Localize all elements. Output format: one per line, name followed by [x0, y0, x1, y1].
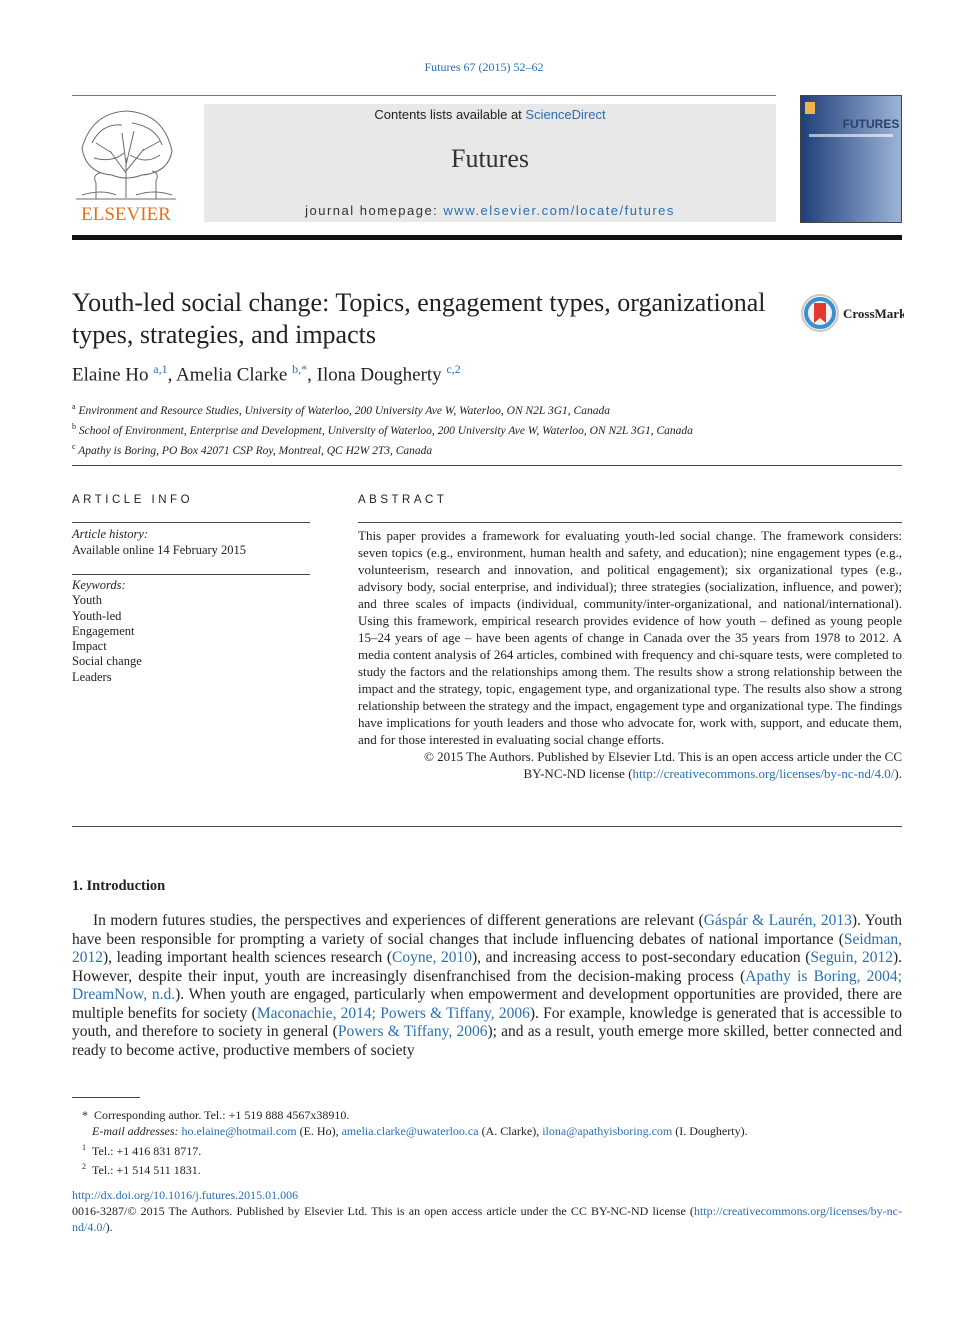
author-list: [72, 362, 461, 386]
license-statement: 0016-3287/© 2015 The Authors. Published by Elsevier Ltd. This is an open access article under the CC BY-NC-ND license (http://creativecommons.org/licenses/by-nc-nd/4.0/).: [72, 1203, 902, 1234]
author-name[interactable]: Amelia Clarke: [176, 364, 288, 386]
sciencedirect-link[interactable]: ScienceDirect: [525, 107, 606, 122]
author-marks[interactable]: b,*: [292, 362, 308, 376]
paragraph: In modern futures studies, the perspectives and experiences of different generations are relevant (Gáspár & Laurén, 2013). Youth have been responsible for prompting a variety of social changes that include influencing debates of national importance (Seidman, 2012), leading important health sciences research (Coyne, 2010), and increasing access to post-secondary education (Seguin, 2012). However, despite their input, youth are increasingly disenfranchised from the decision-making process (Apathy is Boring, 2004; DreamNow, n.d.). When youth are engaged, particularly when empowerment and development opportunities are provided, there are multiple benefits for society (Maconachie, 2014; Powers & Tiffany, 2006). For example, knowledge is generated that is accessible to youth, and therefore to society in general (Powers & Tiffany, 2006); and as a result, youth emerge more skilled, better connected and ready to become active, productive members of society: [72, 912, 903, 1059]
author-separator: ,: [307, 364, 317, 386]
crossmark-badge[interactable]: [800, 293, 904, 333]
copyright-line: © 2015 The Authors. Published by Elsevier Ltd. This is an open access article under the CC: [423, 749, 902, 764]
affiliation: $^b$ School of Environment, Enterprise and Development, University of Waterloo, 200 University Ave W, Waterloo, ON N2L 3G1, Canada: [72, 421, 693, 437]
email-link[interactable]: ho.elaine@hotmail.com: [181, 1123, 297, 1138]
citation-link[interactable]: Gáspár & Laurén, 2013: [703, 912, 852, 929]
citation-link[interactable]: Seguin, 2012: [810, 949, 893, 966]
header-top-rule: [72, 95, 776, 96]
author-name[interactable]: Ilona Dougherty: [316, 364, 442, 386]
doi-link[interactable]: http://dx.doi.org/10.1016/j.futures.2015.01.006: [72, 1188, 299, 1202]
license-link[interactable]: http://creativecommons.org/licenses/by-nc-nd/4.0/: [632, 766, 895, 781]
svg-text:FUTURES: FUTURES: [842, 117, 900, 131]
citation-link[interactable]: Seidman, 2012: [72, 930, 902, 966]
introduction-body: [72, 912, 902, 1060]
abstract-heading: ABSTRACT: [358, 494, 448, 506]
author-separator: ,: [167, 364, 177, 386]
keywords-label: Keywords:: [72, 578, 126, 592]
journal-cover-thumbnail[interactable]: [800, 95, 902, 223]
footnote-2: $^2$ Tel.: +1 514 511 1831.: [82, 1162, 201, 1178]
journal-homepage: [204, 203, 776, 218]
keyword: Impact: [72, 639, 107, 654]
doi-license-block: [72, 1188, 902, 1235]
asterisk-mark: *: [82, 1108, 94, 1122]
section-heading: 1. Introduction: [72, 878, 166, 894]
abstract-rule: [358, 522, 902, 523]
section-divider: [72, 465, 902, 466]
section-divider: [72, 826, 902, 827]
history-value: Available online 14 February 2015: [72, 542, 247, 557]
header-thick-rule: [72, 235, 902, 240]
license-link[interactable]: http://creativecommons.org/licenses/by-nc-nd/4.0/: [72, 1203, 902, 1234]
history-label: Article history:: [72, 527, 149, 541]
citation-link[interactable]: Apathy is Boring, 2004; DreamNow, n.d.: [72, 967, 902, 1003]
footnote-corresponding: * Corresponding author. Tel.: +1 519 888 4567x38910.: [82, 1108, 350, 1122]
footnote-1: $^1$ Tel.: +1 416 831 8717.: [82, 1142, 202, 1158]
author-marks[interactable]: c,2: [446, 362, 461, 376]
keywords: [72, 578, 142, 685]
citation-link[interactable]: Powers & Tiffany, 2006: [337, 1023, 488, 1040]
email-link[interactable]: amelia.clarke@uwaterloo.ca: [341, 1123, 479, 1138]
contents-prefix: Contents lists available at: [374, 107, 526, 122]
email-link[interactable]: ilona@apathyisboring.com: [542, 1123, 673, 1138]
copyright-line: BY-NC-ND license (http://creativecommons.org/licenses/by-nc-nd/4.0/).: [523, 766, 902, 781]
journal-title: Futures: [451, 144, 529, 173]
keyword: Engagement: [72, 623, 135, 638]
contents-availability: [204, 107, 776, 122]
footnote-emails: E-mail addresses: ho.elaine@hotmail.com (E. Ho), amelia.clarke@uwaterloo.ca (A. Clarke), ilona@apathyisboring.com (I. Dougherty).: [92, 1123, 748, 1138]
homepage-link[interactable]: www.elsevier.com/locate/futures: [443, 203, 675, 218]
affiliation: $^c$ Apathy is Boring, PO Box 42071 CSP Roy, Montreal, QC H2W 2T3, Canada: [72, 441, 433, 457]
article-history: [72, 527, 246, 558]
footnote-rule: [72, 1097, 140, 1098]
journal-citation-link[interactable]: Futures 67 (2015) 52–62: [424, 60, 544, 74]
author-marks[interactable]: a,1: [153, 362, 168, 376]
abstract-body: [358, 527, 902, 782]
keyword: Social change: [72, 654, 142, 669]
homepage-prefix: journal homepage:: [305, 203, 444, 218]
article-info-rule: [72, 574, 310, 575]
article-info-heading: ARTICLE INFO: [72, 494, 194, 506]
citation-link[interactable]: Maconachie, 2014; Powers & Tiffany, 2006: [256, 1004, 530, 1022]
footnotes: [72, 1108, 902, 1179]
keyword: Youth: [72, 593, 102, 608]
elsevier-logo: [72, 103, 180, 223]
abstract-text: This paper provides a framework for evaluating youth-led social change. The framework considers: seven topics (e.g., environment, human health and safety, and education); nine engagement types (e.g., volunteerism, research and innovation, and political engagement); six organizational types (e.g., advisory body, social enterprise, and individual); three strategies (socialization, influence, and power); and three scales of impacts (individual, community/inter-organizational, and national/international). Using this framework, empirical research provides evidence of how youth – defined as young people 15–24 years of age – have been agents of change in Canada over the 35 years from 1978 to 2012. A media content analysis of 264 articles, combined with frequency and chi-square tests, were completed to study the factors and the relationships among them. The results show a strong relationship between the impact and the strategy, topic, engagement type, and organizational type. The results also show a strong relationship between the strategy and the impact, engagement type and organizational type. The findings have implications for youth leaders and those who advocate for, work with, support, and educate them, and for those interested in evaluating social change efforts.: [358, 528, 902, 747]
affiliations: [72, 399, 902, 458]
abstract-copyright: [358, 748, 902, 782]
affiliation: $^a$ Environment and Resource Studies, University of Waterloo, 200 University Ave W, Waterloo, ON N2L 3G1, Canada: [72, 402, 610, 417]
keyword: Youth-led: [72, 608, 122, 623]
journal-header-box: [204, 104, 776, 222]
article-info-rule: [72, 522, 310, 523]
article-title: Youth-led social change: Topics, engagement types, organizational types, strategies, and impacts: [72, 288, 766, 349]
svg-text:ELSEVIER: ELSEVIER: [81, 204, 171, 223]
svg-text:CrossMark: CrossMark: [843, 306, 904, 321]
keyword: Leaders: [72, 669, 112, 684]
citation-link[interactable]: Coyne, 2010: [392, 949, 472, 966]
author-name[interactable]: Elaine Ho: [72, 364, 149, 386]
